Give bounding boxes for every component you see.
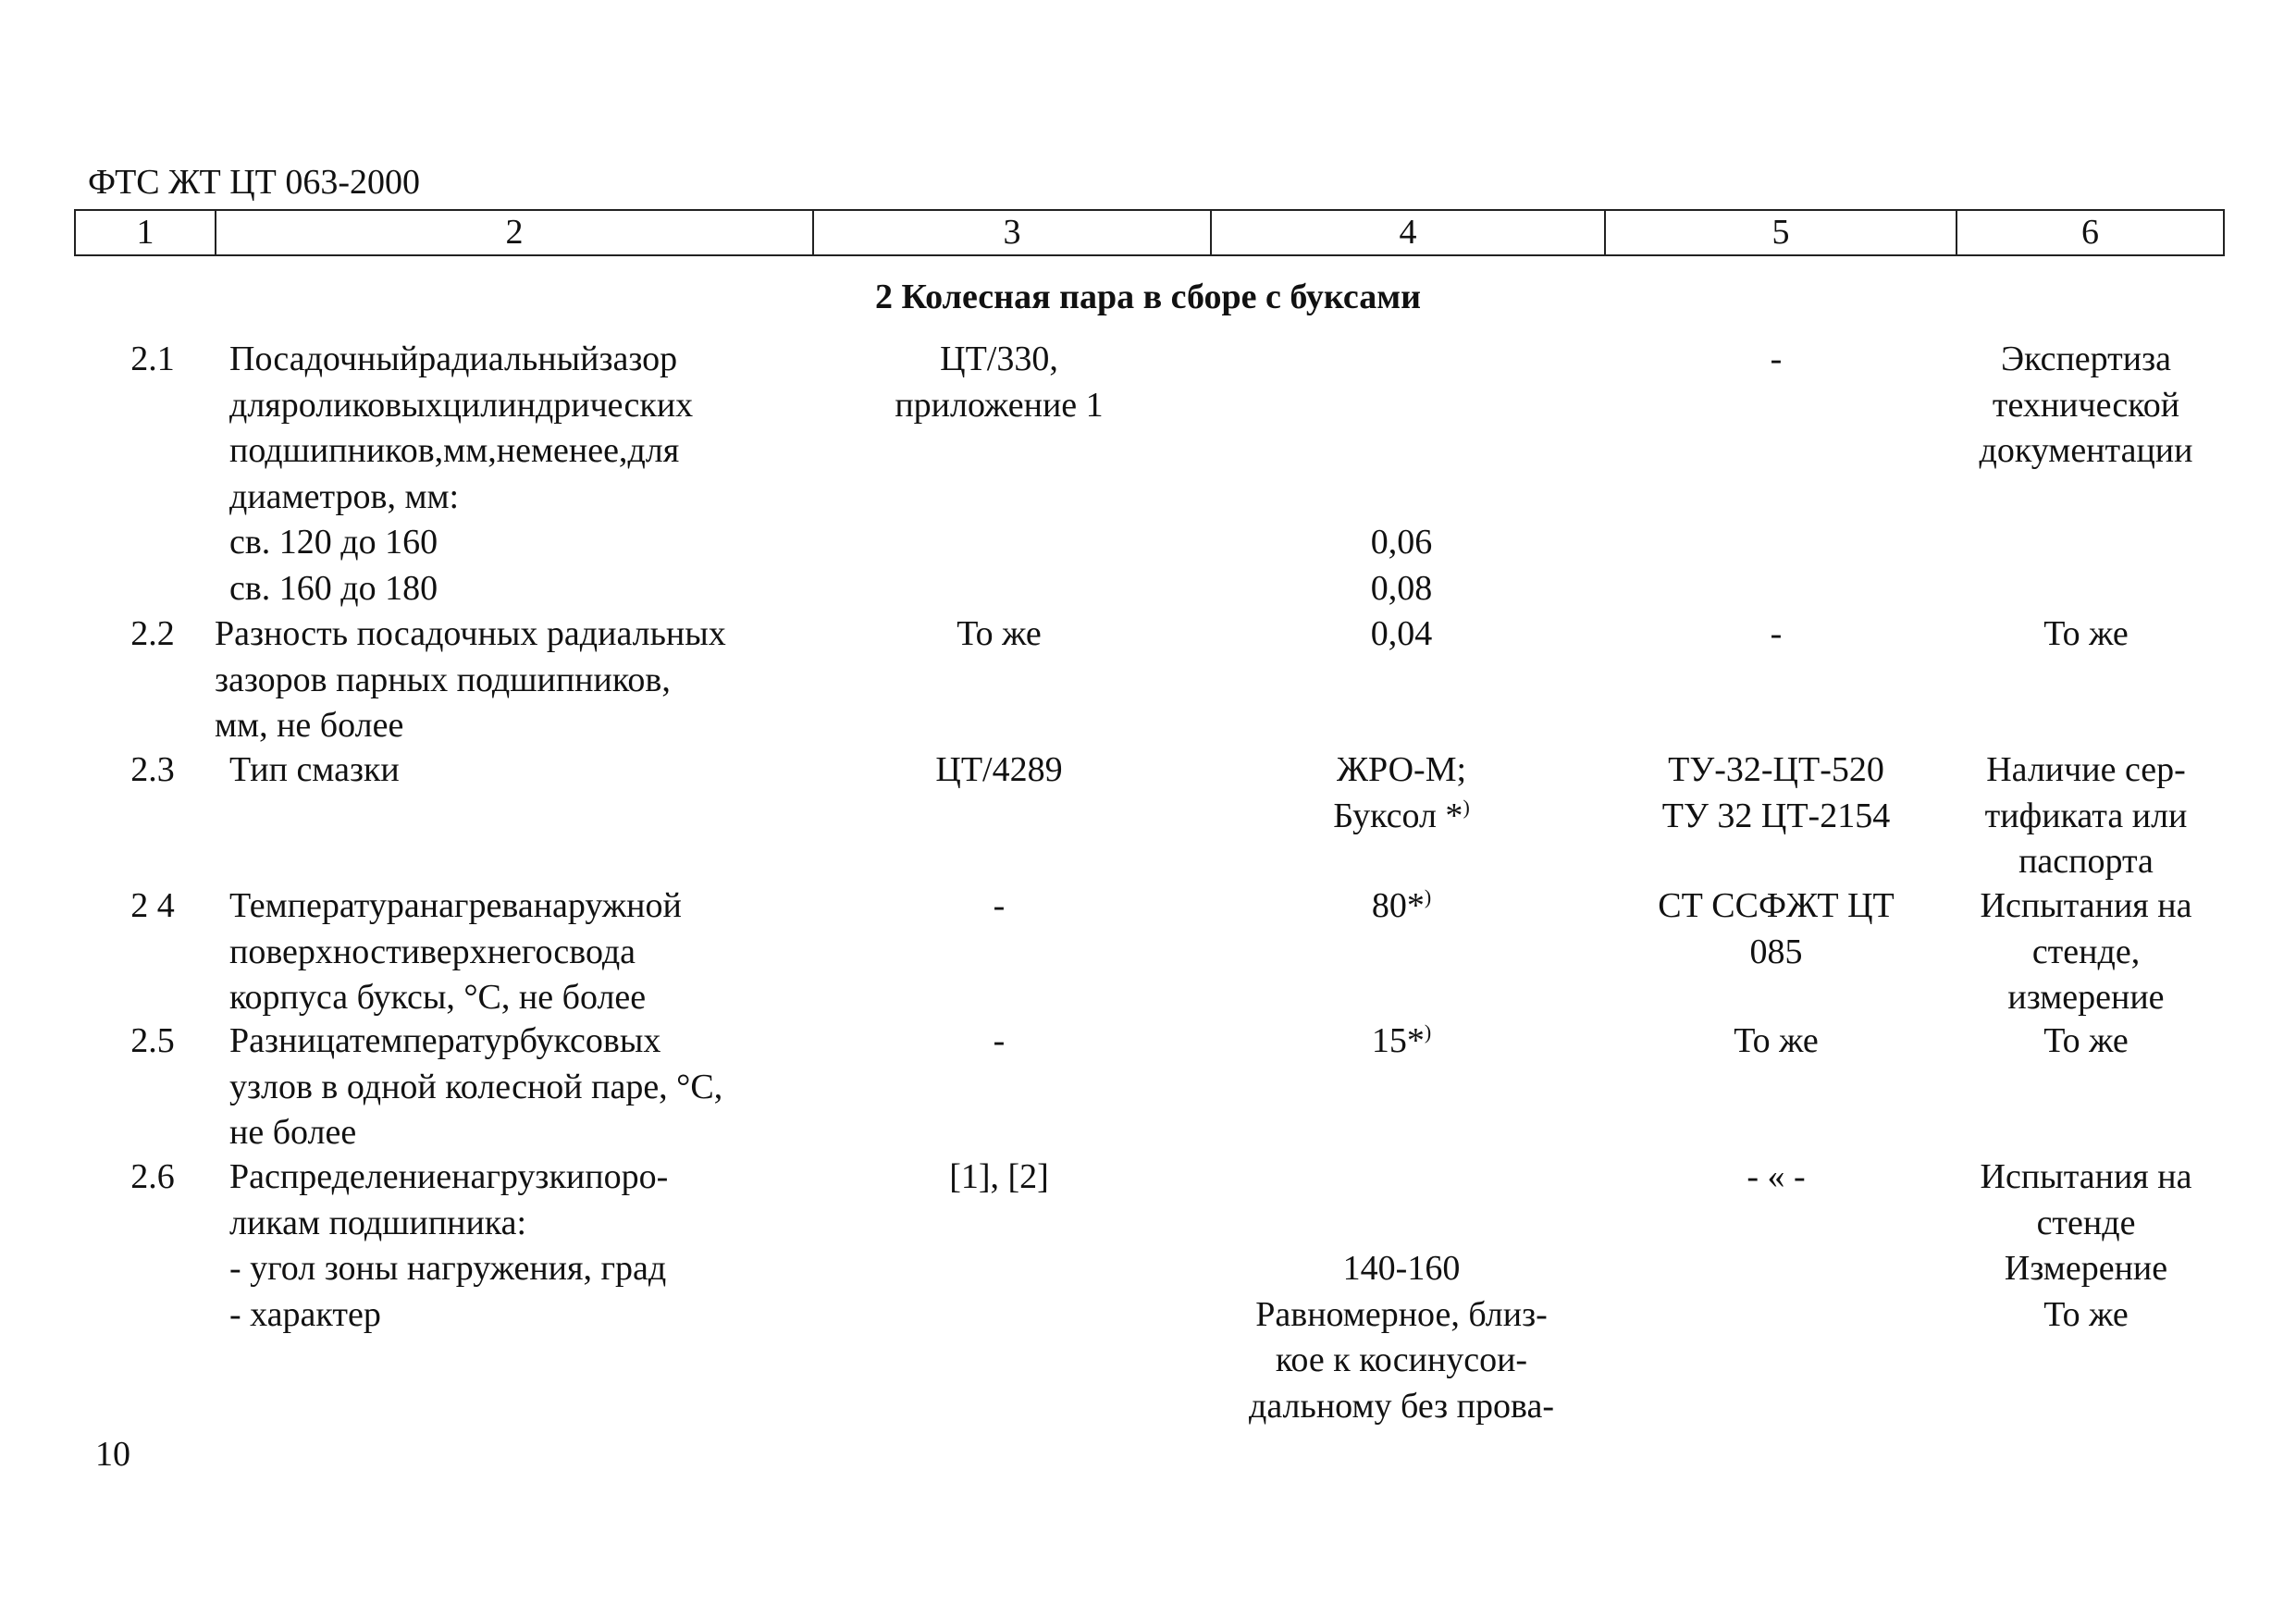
column-number-1: 1 bbox=[136, 213, 154, 252]
row-number: 2 4 bbox=[130, 886, 175, 925]
required-value: 140-160 Равномерное, близ- кое к косинусои- дальному без прова- bbox=[1249, 1249, 1554, 1426]
standard-reference: СТ ССФЖТ ЦТ 085 bbox=[1658, 886, 1895, 971]
column-number-row bbox=[74, 209, 2225, 256]
required-value: 0,06 0,08 bbox=[1370, 523, 1433, 608]
verification-method: То же bbox=[2043, 614, 2129, 653]
standard-reference: - bbox=[1770, 614, 1783, 653]
description-line: дляроликовыхцилиндрических bbox=[229, 385, 694, 425]
standard-reference: - « - bbox=[1747, 1157, 1806, 1196]
column-number-5: 5 bbox=[1604, 211, 1956, 254]
row-number: 2.3 bbox=[130, 750, 175, 789]
description-line: св. 160 до 180 bbox=[229, 568, 438, 608]
description-line: св. 120 до 160 bbox=[229, 523, 438, 562]
row-number: 2.1 bbox=[130, 340, 175, 378]
verification-method: Испытания на стенде, измерение bbox=[1980, 886, 2192, 1017]
verification-method: Наличие сер- тификата или паспорта bbox=[1984, 750, 2188, 881]
normative-reference: То же bbox=[957, 614, 1042, 653]
normative-reference: ЦТ/330, приложение 1 bbox=[895, 340, 1104, 425]
standard-reference: То же bbox=[1734, 1021, 1819, 1060]
required-value: 80*) bbox=[1371, 885, 1432, 925]
required-value: 0,04 bbox=[1370, 614, 1433, 653]
column-number-3: 3 bbox=[812, 211, 1210, 254]
normative-reference: [1], [2] bbox=[949, 1157, 1049, 1196]
required-value: ЖРО-М; Буксол *) bbox=[1333, 750, 1470, 835]
page-number: 10 bbox=[95, 1435, 130, 1474]
normative-reference: - bbox=[993, 1021, 1006, 1060]
description-line: подшипников,мм,неменее,для bbox=[229, 431, 680, 470]
description-line: Посадочныйрадиальныйзазор bbox=[229, 340, 678, 378]
parameter-description: Разницатемпературбуксовых узлов в одной колесной паре, °С, не более bbox=[229, 1021, 723, 1152]
column-number-4: 4 bbox=[1210, 211, 1604, 254]
verification-method: Экспертиза технической документации bbox=[1979, 340, 2193, 470]
parameter-description bbox=[229, 337, 796, 611]
standard-reference: - bbox=[1770, 340, 1783, 378]
normative-reference: - bbox=[993, 886, 1006, 925]
document-code: ФТС ЖТ ЦТ 063-2000 bbox=[88, 163, 421, 202]
parameter-description: Разность посадочных радиальных зазоров парных подшипников, мм, не более bbox=[215, 614, 726, 745]
column-number-6: 6 bbox=[1956, 211, 2223, 254]
verification-method: Испытания на стенде Измерение То же bbox=[1980, 1157, 2192, 1334]
row-number: 2.2 bbox=[130, 614, 175, 653]
description-line: диаметров, мм: bbox=[229, 476, 460, 516]
row-number: 2.5 bbox=[130, 1021, 175, 1060]
column-number-2: 2 bbox=[215, 211, 812, 254]
normative-reference: ЦТ/4289 bbox=[935, 750, 1063, 789]
required-value: 15*) bbox=[1371, 1020, 1432, 1060]
standard-reference: ТУ-32-ЦТ-520 ТУ 32 ЦТ-2154 bbox=[1661, 750, 1891, 835]
parameter-description: Распределениенагрузкипоро- ликам подшипника: - угол зоны нагружения, град - характер bbox=[229, 1157, 669, 1334]
row-number: 2.6 bbox=[130, 1157, 175, 1196]
parameter-description: Температуранагреванаружной поверхностиверхнегосвода корпуса буксы, °С, не более bbox=[229, 886, 682, 1017]
parameter-description: Тип смазки bbox=[229, 750, 400, 789]
verification-method: То же bbox=[2043, 1021, 2129, 1060]
section-title: 2 Колесная пара в сборе с буксами bbox=[875, 278, 1421, 316]
